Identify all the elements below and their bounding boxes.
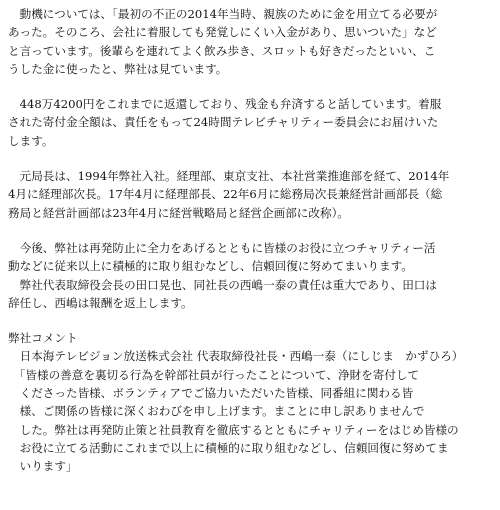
text-line: 様、ご関係の皆様に深くおわびを申し上げます。まことに申し訳ありませんで <box>8 404 425 419</box>
section-heading: 弊社コメント <box>8 331 78 346</box>
text-line: した。弊社は再発防止策と社員教育を徹底するとともにチャリティーをはじめ皆様の <box>8 422 459 437</box>
text-line: くださった皆様、ボランティアでご協力いただいた皆様、同番組に関わる皆 <box>8 386 414 401</box>
text-line: 務局と経営計画部は23年4月に経営戦略局と経営企画部に改称）。 <box>8 205 349 220</box>
paragraph-comment <box>8 329 494 475</box>
text-line: と言っています。後輩らを連れてよく飲み歩き、スロットも好きだったといい、こ <box>8 43 436 58</box>
text-line: された寄付金全額は、責任をもって24時間テレビチャリティー委員会にお届けいた <box>8 115 439 130</box>
text-line: します。 <box>8 133 54 148</box>
paragraph-spacer <box>8 150 494 167</box>
paragraph-spacer <box>8 78 494 95</box>
paragraph-career <box>8 167 494 222</box>
text-line: 動機については、「最初の不正の2014年当時、親族のために金を用立てる必要が <box>8 7 438 21</box>
paragraph-future <box>8 239 494 312</box>
text-line: 弊社代表取締役会長の田口晃也、同社長の西嶋一泰の責任は重大であり、田口は <box>8 277 437 292</box>
text-line: 今後、弊社は再発防止に全力をあげるとともに皆様のお役に立つチャリティー活 <box>8 240 436 255</box>
text-line: 元局長は、1994年弊社入社。経理部、東京支社、本社営業推進部を経て、2014年 <box>8 169 450 184</box>
paragraph-repayment <box>8 95 494 150</box>
text-line: 448万4200円をこれまでに返還しており、残金も弁済すると話しています。着服 <box>8 97 442 112</box>
text-line: あった。そのころ、会社に着服しても発覚しにくい入金があり、思いついた」など <box>8 25 437 40</box>
text-line: 「皆様の善意を裏切る行為を幹部社員が行ったことについて、浄財を寄付して <box>8 367 420 382</box>
text-line: うした金に使ったと、弊社は見ています。 <box>8 61 228 76</box>
paragraph-spacer <box>8 222 494 239</box>
news-article <box>8 5 494 476</box>
text-line: 4月に経理部次長。17年4月に経理部長、22年6月に総務局次長兼経営計画部長（総 <box>8 187 443 202</box>
paragraph-spacer <box>8 312 494 329</box>
text-line: お役に立てる活動にこれまで以上に積極的に取り組むなどし、信頼回復に努めてま <box>8 440 449 455</box>
text-line: 辞任し、西嶋は報酬を返上します。 <box>8 295 193 310</box>
paragraph-motive <box>8 5 494 78</box>
text-line: 日本海テレビジョン放送株式会社 代表取締役社長・西嶋一泰（にしじま かずひろ） <box>8 349 464 364</box>
text-line: いります」 <box>8 459 78 474</box>
text-line: 動などに従来以上に積極的に取り組むなどし、信頼回復に努めてまいります。 <box>8 259 413 274</box>
